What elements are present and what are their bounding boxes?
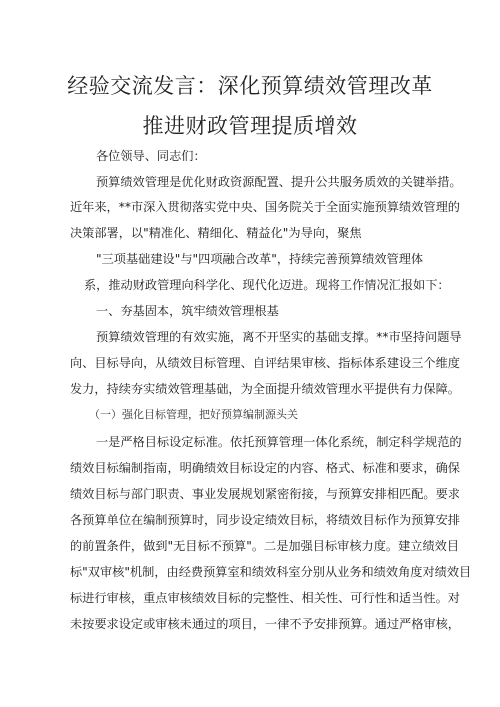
subsection-heading: （一）强化目标管理，把好预算编制源头关	[89, 408, 298, 421]
paragraph-line: 绩效目标与部门职责、事业发展规划紧密衔接，与预算安排相匹配。要求	[70, 487, 460, 501]
section-heading: 一、夯基固本，筑牢绩效管理根基	[96, 304, 279, 318]
paragraph-line: 标进行审核，重点审核绩效目标的完整性、相关性、可行性和适当性。对	[70, 591, 460, 605]
paragraph-line: "三项基础建设"与"四项融合改革"，持续完善预算绩效管理体	[96, 252, 424, 266]
paragraph-line: 向、目标导向，从绩效目标管理、自评结果审核、指标体系建设三个维度	[70, 356, 460, 370]
paragraph-line: 预算绩效管理是优化财政资源配置、提升公共服务质效的关键举措。	[96, 175, 462, 189]
paragraph-line: 未按要求设定或审核未通过的项目，一律不予安排预算。通过严格审核，	[70, 617, 460, 631]
paragraph-line: 决策部署，以"精准化、精细化、精益化"为导向，聚焦	[70, 226, 362, 240]
document-title-line-2: 推进财政管理提质增效	[142, 114, 358, 138]
paragraph-line: 系，推动财政管理向科学化、现代化迈进。现将工作情况汇报如下：	[84, 278, 450, 292]
paragraph-line: 一是严格目标设定标准。依托预算管理一体化系统，制定科学规范的	[96, 435, 462, 449]
document-title-line-1: 经验交流发言：深化预算绩效管理改革	[67, 74, 433, 98]
paragraph-line: 发力，持续夯实绩效管理基础，为全面提升绩效管理水平提供有力保障。	[70, 382, 460, 396]
paragraph-line: 绩效目标编制指南，明确绩效目标设定的内容、格式、标准和要求，确保	[70, 461, 460, 475]
paragraph-line: 各预算单位在编制预算时，同步设定绩效目标，将绩效目标作为预算安排	[70, 513, 460, 527]
paragraph-line: 预算绩效管理的有效实施，离不开坚实的基础支撑。**市坚持问题导	[96, 330, 462, 344]
paragraph-line: 的前置条件，做到"无目标不预算"。二是加强目标审核力度。建立绩效目	[70, 539, 460, 553]
salutation: 各位领导、同志们：	[96, 149, 206, 163]
paragraph-line: 近年来，**市深入贯彻落实党中央、国务院关于全面实施预算绩效管理的	[70, 200, 460, 214]
paragraph-line: 标"双审核"机制，由经费预算室和绩效科室分别从业务和绩效角度对绩效目	[70, 565, 472, 579]
